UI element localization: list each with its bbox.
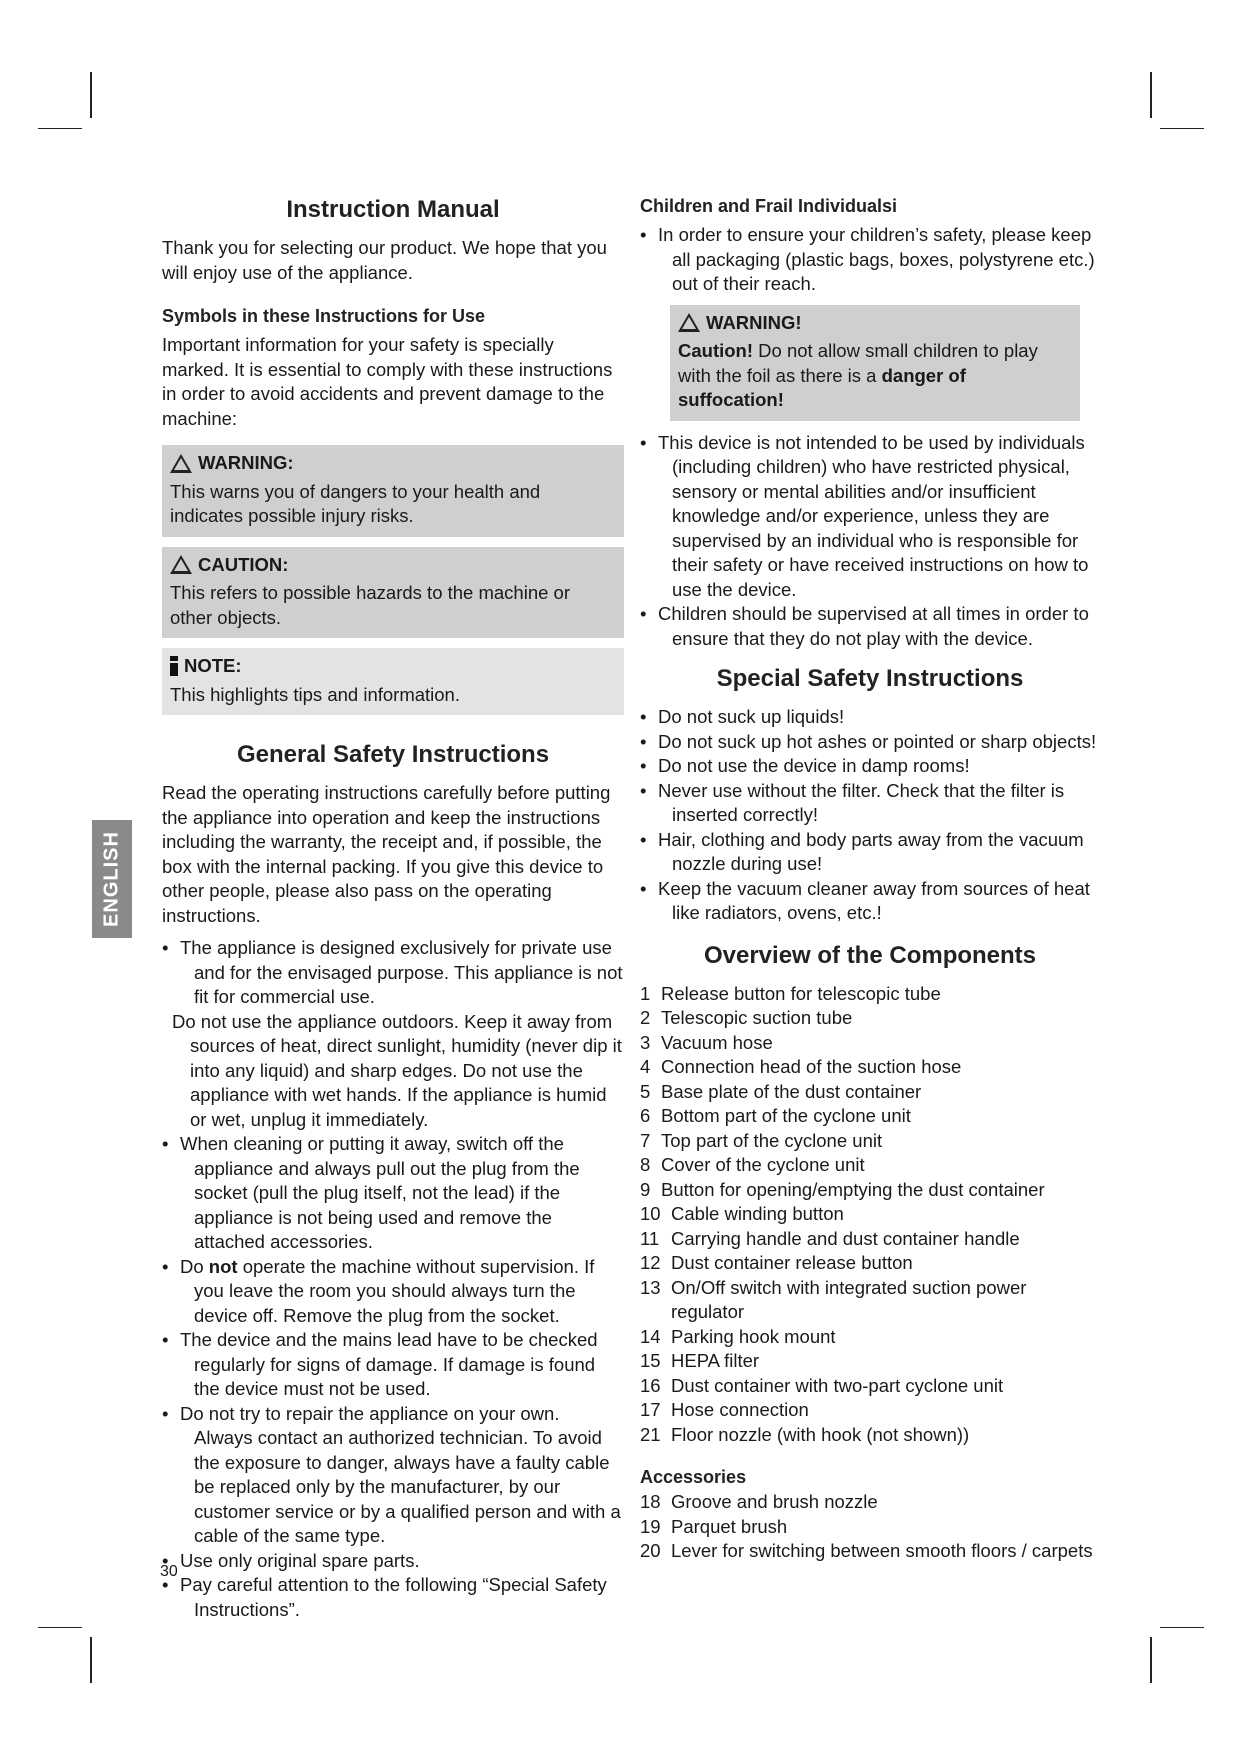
list-item: • When cleaning or putting it away, switch off the appliance and always pull out the plug from the socket (pull the plug itself, not the lead) if the appliance is not being used and remove the attached accessories.: [162, 1132, 624, 1255]
list-item: • Pay careful attention to the following “Special Safety Instructions”.: [162, 1573, 624, 1622]
component-label: On/Off switch with integrated suction power regulator: [671, 1276, 1027, 1322]
accessories-heading: Accessories: [640, 1467, 747, 1487]
component-label: Button for opening/emptying the dust container: [661, 1178, 1045, 1200]
component-item: [640, 1276, 1100, 1325]
list-item: • Children should be supervised at all times in order to ensure that they do not play with the device.: [640, 602, 1100, 651]
bullet-rest: operate the machine without supervision. If you leave the room you should always turn the device off. Remove the plug from the socket.: [194, 1255, 595, 1326]
crop-mark: [1150, 1637, 1152, 1683]
crop-mark: [1160, 1627, 1204, 1628]
warning-body: Do not allow small children to play with the foil as there is a: [678, 340, 1038, 386]
component-number: 21: [640, 1423, 661, 1445]
children-list-2: [640, 431, 1100, 652]
component-item: [640, 1490, 1100, 1515]
list-item: • Do not suck up liquids!: [640, 705, 1100, 730]
component-number: 12: [640, 1252, 661, 1273]
list-item: Do not use the appliance outdoors. Keep it away from sources of heat, direct sunlight, humidity (never dip it into any liquid) and sharp edges. Do not use the appliance with wet hands. If the appliance is humid or wet, unplug it immediately.: [172, 1010, 622, 1130]
component-item: [640, 1202, 1100, 1227]
crop-mark: [90, 1637, 92, 1683]
component-item: [640, 1349, 1100, 1374]
list-item: • Never use without the filter. Check that the filter is inserted correctly!: [640, 779, 1100, 828]
right-column: [640, 192, 1100, 1564]
component-label: Cable winding button: [671, 1203, 844, 1224]
caution-box: [162, 547, 624, 639]
crop-mark: [38, 1627, 82, 1628]
page-number: 30: [160, 1563, 178, 1580]
accessories-list: [640, 1490, 1100, 1564]
component-item: [640, 1515, 1100, 1540]
component-label: Telescopic suction tube: [661, 1007, 853, 1028]
page-title: Instruction Manual: [286, 196, 500, 223]
component-item: [640, 1251, 1100, 1276]
component-label: Groove and brush nozzle: [671, 1491, 878, 1512]
component-number: 10: [640, 1203, 661, 1224]
info-icon: [170, 656, 178, 676]
component-item: [640, 1374, 1100, 1399]
suffocation-warning-box: [670, 305, 1080, 421]
warning-box: [162, 445, 624, 537]
caution-label: CAUTION:: [198, 553, 289, 575]
components-list: [640, 982, 1100, 1448]
caution-triangle-icon: [170, 555, 192, 574]
component-label: Connection head of the suction hose: [661, 1056, 962, 1077]
children-list: [640, 223, 1100, 297]
component-label: Bottom part of the cyclone unit: [661, 1105, 911, 1126]
bullet-bold: not: [208, 1255, 238, 1277]
list-item: • Do not try to repair the appliance on your own.: [162, 1402, 624, 1427]
component-number: 2: [640, 1007, 651, 1028]
crop-mark: [38, 128, 82, 129]
list-item: • Do not suck up hot ashes or pointed or sharp objects!: [640, 730, 1100, 755]
component-label: Carrying handle and dust container handle: [671, 1227, 1020, 1249]
list-item: • Hair, clothing and body parts away from the vacuum nozzle during use!: [640, 828, 1100, 877]
warning-triangle-icon: [678, 313, 700, 332]
component-item: [640, 1539, 1100, 1564]
component-number: 11: [640, 1227, 660, 1249]
component-label: Floor nozzle (with hook (not shown)): [671, 1423, 970, 1445]
crop-mark: [1150, 72, 1152, 118]
component-label: Dust container with two-part cyclone unit: [671, 1374, 1004, 1396]
component-label: Hose connection: [671, 1399, 809, 1420]
component-item: [640, 1104, 1100, 1129]
component-label: Parquet brush: [671, 1515, 788, 1537]
list-item: [162, 1255, 624, 1329]
warning-text: This warns you of dangers to your health and indicates possible injury risks.: [170, 480, 541, 526]
component-label: Parking hook mount: [671, 1325, 836, 1347]
caution-word: Caution!: [678, 340, 754, 361]
component-number: 16: [640, 1374, 661, 1396]
children-heading: Children and Frail Individualsi: [640, 196, 898, 216]
note-text: This highlights tips and information.: [170, 683, 460, 705]
component-number: 5: [640, 1080, 651, 1102]
bullet-prefix: Do: [180, 1255, 204, 1277]
list-item: • In order to ensure your children’s safety, please keep all packaging (plastic bags, boxes, polystyrene etc.) out of their reach.: [640, 223, 1100, 297]
component-number: 20: [640, 1540, 661, 1561]
component-number: 1: [640, 982, 651, 1004]
language-tab: [92, 820, 132, 938]
component-item: [640, 1129, 1100, 1154]
list-item: • Use only original spare parts.: [162, 1549, 624, 1574]
warning-label: WARNING!: [706, 311, 802, 333]
component-label: Vacuum hose: [661, 1031, 773, 1053]
component-label: Release button for telescopic tube: [661, 982, 941, 1004]
component-label: Top part of the cyclone unit: [661, 1129, 883, 1151]
component-item: [640, 1080, 1100, 1105]
component-item: [640, 1423, 1100, 1448]
component-item: [640, 1398, 1100, 1423]
component-item: [640, 1325, 1100, 1350]
component-number: 4: [640, 1056, 651, 1077]
component-label: Dust container release button: [671, 1252, 913, 1273]
list-item: • The device and the mains lead have to be checked regularly for signs of damage. If damage is found the device must not be used.: [162, 1328, 624, 1402]
general-safety-list: [162, 936, 624, 1622]
component-item: [640, 1227, 1100, 1252]
component-number: 18: [640, 1491, 661, 1512]
symbols-heading: Symbols in these Instructions for Use: [162, 306, 486, 326]
component-item: [640, 1031, 1100, 1056]
left-column: [162, 192, 624, 1622]
component-item: [640, 1153, 1100, 1178]
list-item: • Do not use the device in damp rooms!: [640, 754, 1100, 779]
component-number: 7: [640, 1129, 651, 1151]
component-item: [640, 1178, 1100, 1203]
special-safety-heading: Special Safety Instructions: [716, 665, 1024, 692]
component-number: 14: [640, 1325, 661, 1347]
component-label: HEPA filter: [671, 1350, 760, 1371]
warning-triangle-icon: [170, 454, 192, 473]
overview-heading: Overview of the Components: [703, 941, 1037, 969]
general-safety-intro: Read the operating instructions carefully before putting the appliance into operation and keep the instructions including the warranty, the receipt and, if possible, the box with the internal packing. If you give this device to other people, please also pass on the operating instructions.: [162, 782, 611, 926]
component-label: Lever for switching between smooth floors / carpets: [671, 1540, 1093, 1561]
list-item: • This device is not intended to be used by individuals (including children) who have restricted physical, sensory or mental abilities and/or insufficient knowledge and/or experience, unless they are supervised by an individual who is responsible for their safety or have received instructions on how to use the device.: [640, 431, 1100, 603]
danger-phrase: danger of suffocation!: [678, 364, 966, 410]
component-number: 13: [640, 1276, 661, 1298]
list-item: Always contact an authorized technician. To avoid the exposure to danger, always have a faulty cable be replaced only by the manufacturer, by our customer service or by a qualified person and with a cable of the same type.: [194, 1427, 621, 1546]
component-item: [640, 1006, 1100, 1031]
component-number: 8: [640, 1154, 651, 1175]
warning-label: WARNING:: [198, 452, 294, 473]
caution-text: This refers to possible hazards to the machine or other objects.: [170, 582, 570, 628]
note-box: [162, 648, 624, 715]
component-number: 15: [640, 1350, 661, 1371]
component-number: 6: [640, 1105, 651, 1126]
component-number: 3: [640, 1031, 651, 1053]
component-number: 9: [640, 1178, 651, 1200]
note-label: NOTE:: [184, 655, 242, 676]
component-label: Base plate of the dust container: [661, 1080, 922, 1102]
symbols-paragraph: Important information for your safety is specially marked. It is essential to comply with these instructions in order to avoid accidents and prevent damage to the machine:: [162, 334, 613, 429]
component-label: Cover of the cyclone unit: [661, 1154, 865, 1175]
special-safety-list: [640, 705, 1100, 926]
list-item: • Keep the vacuum cleaner away from sources of heat like radiators, ovens, etc.!: [640, 877, 1100, 926]
component-number: 19: [640, 1515, 661, 1537]
crop-mark: [90, 72, 92, 118]
component-number: 17: [640, 1399, 661, 1420]
language-tab-label: ENGLISH: [100, 831, 123, 927]
component-item: [640, 1055, 1100, 1080]
list-item: • The appliance is designed exclusively for private use and for the envisaged purpose. This appliance is not fit for commercial use.: [162, 936, 624, 1010]
general-safety-heading: General Safety Instructions: [236, 741, 550, 768]
crop-mark: [1160, 128, 1204, 129]
component-item: [640, 982, 1100, 1007]
suffocation-warning-text: [678, 339, 1072, 413]
intro-paragraph: Thank you for selecting our product. We hope that you will enjoy use of the appliance.: [162, 237, 607, 283]
